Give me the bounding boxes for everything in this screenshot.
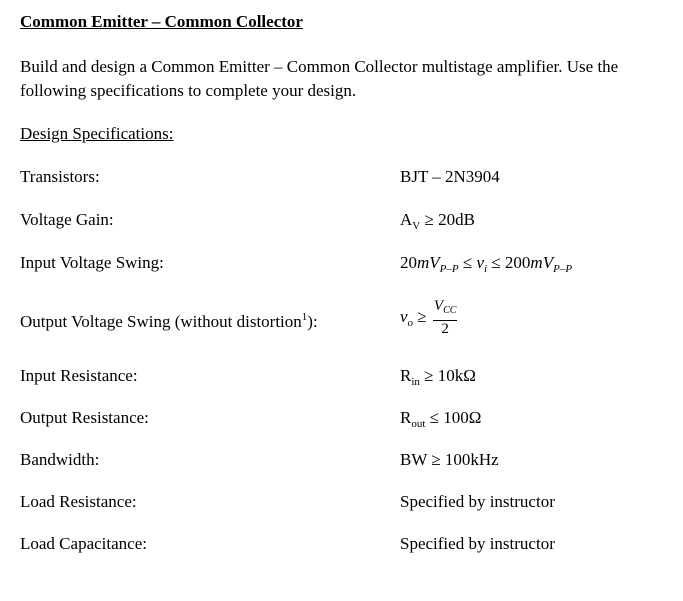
intro-paragraph: Build and design a Common Emitter – Common Collector multistage amplifier. Use the following specifications to complete your design. [20, 57, 619, 100]
spec-value-input-voltage-swing [400, 253, 572, 275]
spec-value-bandwidth: BW ≥ 100kHz [400, 450, 499, 469]
spec-label-input-voltage-swing: Input Voltage Swing: [20, 253, 164, 272]
swing-le-1: ≤ [458, 253, 477, 272]
rout-condition: ≤ 100Ω [425, 408, 482, 427]
rin-condition: ≥ 10kΩ [419, 366, 476, 385]
swing-max-unit: V [542, 253, 554, 272]
output-fraction [433, 298, 458, 338]
footnote-marker: 1 [301, 311, 308, 323]
spec-value-load-resistance: Specified by instructor [400, 492, 555, 511]
spec-label-load-capacitance: Load Capacitance: [20, 534, 147, 553]
swing-max-number: ≤ 200 [487, 253, 531, 272]
swing-min-unit: V [429, 253, 440, 272]
spec-label-input-resistance: Input Resistance: [20, 366, 138, 385]
fraction-numerator [433, 298, 458, 321]
spec-value-transistors: BJT – 2N3904 [400, 167, 500, 186]
fraction-denominator: 2 [441, 321, 449, 337]
swing-min-number: 20 [400, 253, 417, 272]
swing-max-prefix: m [530, 253, 543, 272]
spec-value-input-resistance [400, 366, 476, 388]
output-variable-subscript: o [407, 316, 414, 329]
output-variable: v [400, 306, 408, 326]
spec-label-transistors: Transistors: [20, 167, 100, 186]
spec-label-load-resistance: Load Resistance: [20, 492, 137, 511]
spec-value-output-resistance [400, 408, 481, 430]
spec-value-load-capacitance: Specified by instructor [400, 534, 555, 553]
spec-value-output-voltage-swing [400, 298, 457, 338]
swing-variable-subscript: i [484, 263, 488, 275]
gain-symbol: A [400, 210, 413, 229]
section-heading: Design Specifications: [20, 124, 174, 143]
spec-label-bandwidth: Bandwidth: [20, 450, 100, 469]
swing-max-subscript: P–P [553, 263, 573, 275]
rin-subscript: in [411, 376, 420, 388]
swing-min-subscript: P–P [439, 263, 459, 275]
output-swing-label-end: ): [307, 312, 318, 331]
numerator-symbol: V [433, 298, 444, 314]
spec-label-voltage-gain: Voltage Gain: [20, 210, 114, 229]
spec-label-output-resistance: Output Resistance: [20, 408, 149, 427]
rout-symbol: R [400, 408, 412, 427]
output-ge-symbol: ≥ [413, 306, 431, 326]
rin-symbol: R [400, 366, 412, 385]
document-title: Common Emitter – Common Collector [20, 12, 303, 31]
swing-variable: v [476, 253, 485, 272]
spec-value-voltage-gain [400, 210, 475, 232]
gain-subscript: V [412, 220, 421, 232]
rout-subscript: out [411, 418, 426, 430]
spec-label-output-voltage-swing [20, 311, 318, 332]
numerator-subscript: CC [443, 305, 457, 316]
swing-min-prefix: m [417, 253, 430, 272]
gain-condition: ≥ 20dB [420, 210, 475, 229]
output-swing-label-text: Output Voltage Swing (without distortion [20, 312, 302, 331]
